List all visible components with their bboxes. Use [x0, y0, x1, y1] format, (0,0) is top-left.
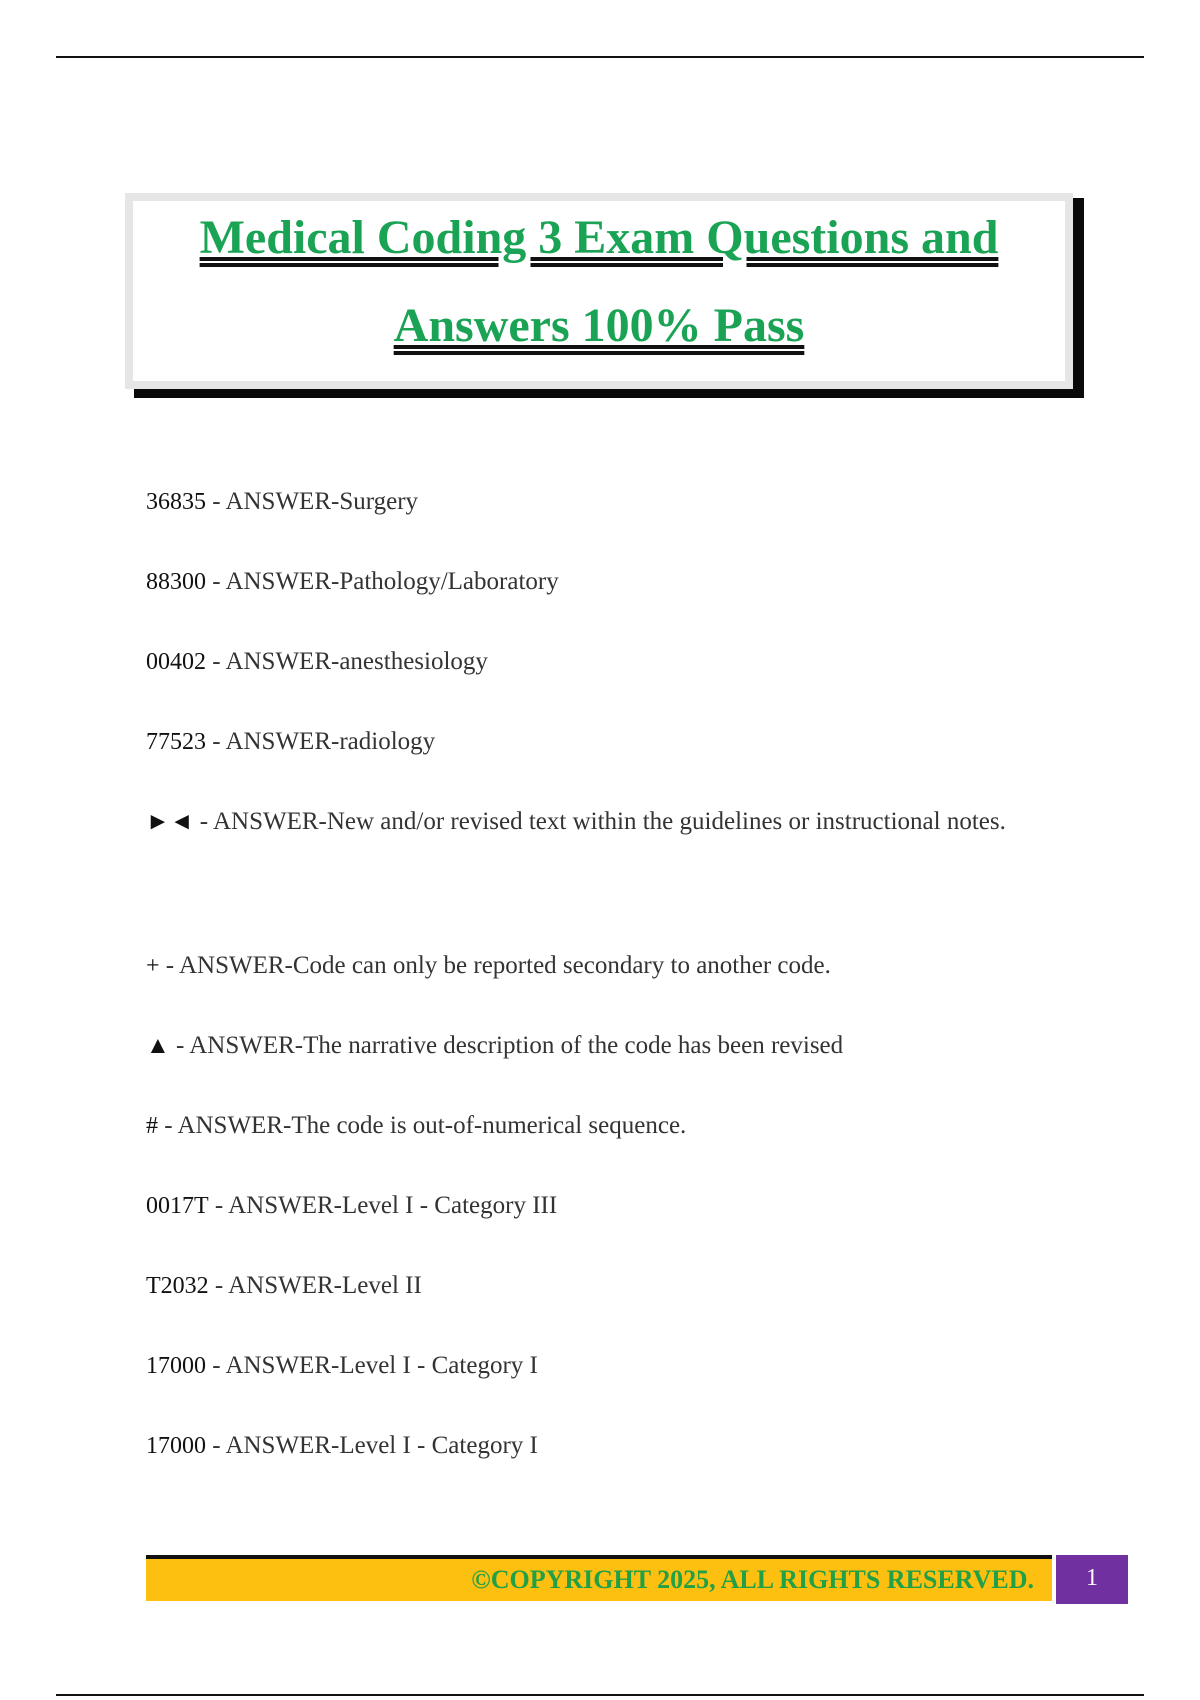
- question-code: 00402: [146, 649, 206, 675]
- question-code: 17000: [146, 1353, 206, 1379]
- top-rule: [56, 56, 1144, 58]
- answer-text: - ANSWER-radiology: [206, 728, 436, 755]
- question-code: 77523: [146, 729, 206, 755]
- page-number: 1: [1056, 1555, 1128, 1604]
- document-title-line-1: Medical Coding 3 Exam Questions and: [199, 211, 999, 264]
- answer-text: - ANSWER-Level I - Category III: [208, 1192, 558, 1219]
- answer-text: - ANSWER-Level II: [208, 1272, 422, 1299]
- qa-item: [146, 1414, 1046, 1478]
- question-code: T2032: [146, 1273, 209, 1299]
- qa-item: [146, 1094, 1046, 1158]
- document-title-line-2: Answers 100% Pass: [393, 299, 805, 352]
- qa-item: [146, 934, 1046, 998]
- qa-item: [146, 710, 1046, 774]
- answer-text: - ANSWER-Pathology/Laboratory: [206, 568, 559, 595]
- question-code: ▲: [146, 1033, 170, 1059]
- answer-text: - ANSWER-Level I - Category I: [206, 1352, 538, 1379]
- qa-item: [146, 550, 1046, 614]
- answer-text: - ANSWER-The narrative description of the code has been revised: [169, 1032, 844, 1059]
- qa-item: [146, 790, 1046, 854]
- question-code: #: [146, 1113, 158, 1139]
- answer-text: - ANSWER-Code can only be reported secondary to another code.: [159, 952, 831, 979]
- qa-item: [146, 1014, 1046, 1078]
- question-code: 88300: [146, 569, 206, 595]
- answer-text: - ANSWER-Level I - Category I: [206, 1432, 538, 1459]
- qa-item: [146, 1174, 1046, 1238]
- qa-item: [146, 470, 1046, 534]
- question-code: 0017T: [146, 1193, 209, 1219]
- answer-text: - ANSWER-New and/or revised text within the guidelines or instructional notes.: [193, 808, 1006, 835]
- title-box: [125, 193, 1073, 389]
- bottom-rule: [56, 1694, 1144, 1696]
- answer-text: - ANSWER-The code is out-of-numerical sequence.: [158, 1112, 687, 1139]
- answer-text: - ANSWER-Surgery: [206, 488, 419, 515]
- qa-item: [146, 630, 1046, 694]
- footer-bar: [146, 1555, 1052, 1601]
- qa-item: [146, 1254, 1046, 1318]
- question-code: 36835: [146, 489, 206, 515]
- question-code: 17000: [146, 1433, 206, 1459]
- qa-item: [146, 1334, 1046, 1398]
- question-code: +: [146, 953, 160, 979]
- question-code: ►◄: [146, 809, 194, 835]
- answer-text: - ANSWER-anesthesiology: [206, 648, 488, 675]
- copyright-text: ©COPYRIGHT 2025, ALL RIGHTS RESERVED.: [471, 1565, 1034, 1594]
